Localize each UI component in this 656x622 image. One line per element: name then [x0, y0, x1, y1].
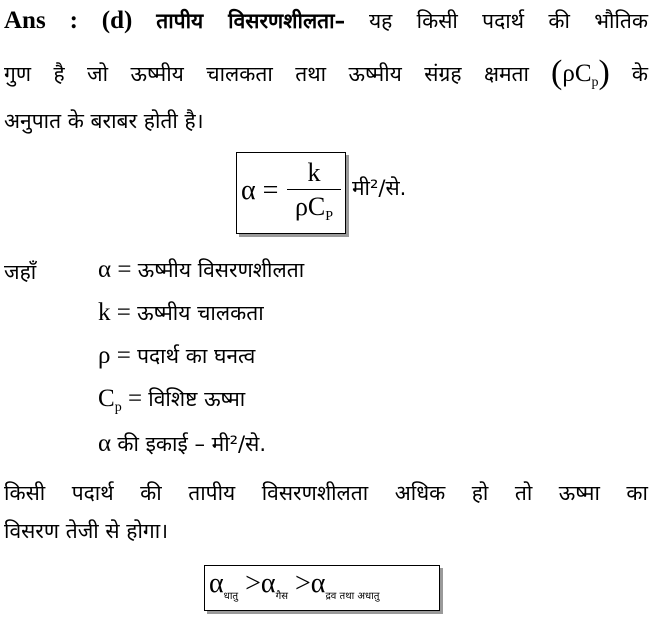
definition-symbol: ρ: [98, 342, 111, 369]
formula-denominator: $\rho C_P$: [294, 192, 334, 224]
definition-meaning: विशिष्ट ऊष्मा: [148, 387, 246, 411]
conclusion-line-2: विसरण तेजी से होगा।: [4, 519, 169, 543]
definition-row: ρ = पदार्थ का घनत्व: [98, 342, 256, 369]
definition-meaning: पदार्थ का घनत्व: [137, 344, 256, 368]
answer-heading-line: [4, 6, 648, 36]
definition-row: α = ऊष्मीय विसरणशीलता: [98, 256, 305, 283]
definition-row: $C_p$ = विशिष्ट ऊष्मा: [98, 385, 246, 415]
formula-numerator: k: [287, 157, 341, 190]
where-label: जहाँ: [4, 260, 37, 284]
intro-line-3: अनुपात के बराबर होती है।: [4, 109, 204, 133]
intro-line-1: यह किसी पदार्थ की भौतिक: [368, 9, 649, 33]
comparison-box: [204, 565, 440, 611]
comparison-expression: $\alpha_{धातु} >\alpha_{गैस} >\alpha_{द्रव तथा अधातु}$: [209, 568, 380, 602]
diffusivity-formula-box: [236, 152, 346, 234]
intro-line-2: [4, 56, 648, 98]
answer-label: Ans : (d): [4, 7, 133, 34]
unit-text: की इकाई – मी²/से.: [117, 432, 267, 456]
definition-meaning: ऊष्मीय विसरणशीलता: [137, 258, 305, 282]
intro-line-2-end: के: [631, 62, 648, 86]
definition-symbol: k: [98, 299, 111, 326]
rho-cp-product: $(\rho C_p)$: [551, 54, 610, 91]
definition-symbol: $C_p$: [98, 385, 122, 415]
unit-line: [98, 430, 266, 458]
definition-row: k = ऊष्मीय चालकता: [98, 299, 264, 326]
answer-title: तापीय विसरणशीलता–: [156, 9, 346, 33]
conclusion-line-1: किसी पदार्थ की तापीय विसरणशीलता अधिक हो तो ऊष्मा का: [4, 481, 648, 505]
unit-symbol: α: [98, 430, 112, 457]
definition-meaning: ऊष्मीय चालकता: [137, 301, 264, 325]
formula-fraction: [287, 157, 341, 234]
intro-line-2-text: गुण है जो ऊष्मीय चालकता तथा ऊष्मीय संग्रह क्षमता: [4, 62, 529, 86]
formula-lhs: α =: [241, 175, 279, 206]
formula-unit: मी²/से.: [352, 176, 407, 200]
definition-symbol: α: [98, 256, 112, 283]
